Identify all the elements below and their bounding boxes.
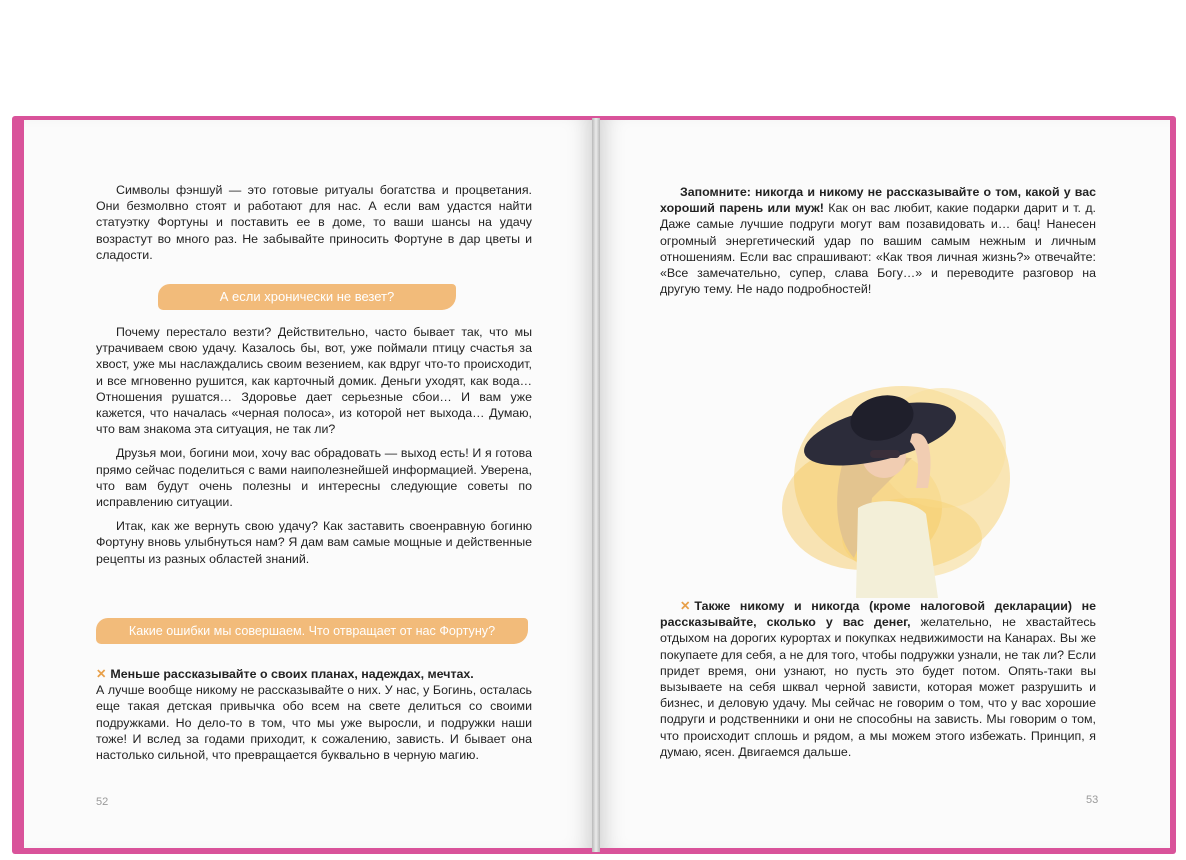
dress-icon bbox=[856, 501, 938, 598]
list-item-partner-text: Как он вас любит, какие подарки дарит и т. д. Даже самые лучшие подруги могут вам позавидовать и… бац! Нанесен огромный энергетический удар по вашим самым нежным и личным отношениям. Если вас спрашивают: «Как твоя личная жизнь?» отвечайте: «Все замечательно, супер, слава Богу…» и переводите разговор на другую тему. Не надо подробностей! bbox=[660, 201, 1096, 297]
list-item-money bbox=[660, 598, 1096, 760]
left-main-block bbox=[96, 324, 532, 575]
book-spine bbox=[592, 118, 600, 852]
list-item-money-text: желательно, не хвастайтесь отдыхом на дорогих курортах и покупках недвижимости на Канарах. Вы же покупаете для себя, а не для того, чтобы подружки узнали, не так ли? Если придет время, они узнают, но пусть это будет потом. Опять-таки вы вызываете на себя шквал черной зависти, которая может разрушить и бизнес, и деловую удачу. Мы сейчас не говорим о том, что у вас хорошие подруги и родственники и они не способны на зависть. Мы говорим о том, что происходит сплошь и рядом, а мы можем этого избежать. Принцип, я думаю, ясен. Двигаемся дальше. bbox=[660, 615, 1096, 759]
left-list-block bbox=[96, 666, 532, 771]
list-item-partner-bold: Запомните: никогда и никому не рассказывайте о том, какой у вас хороший парень или муж! bbox=[660, 185, 1096, 216]
page-number-left: 52 bbox=[96, 796, 109, 808]
paragraph-friends: Друзья мои, богини мои, хочу вас обрадовать — выход есть! И я готова прямо сейчас поделиться с вами наиполезнейшей информацией. Уверена, что вам будут очень полезны и интересны следующие советы по исправлению ситуации. bbox=[96, 446, 532, 510]
paragraph-why: Почему перестало везти? Действительно, часто бывает так, что мы утрачиваем свою удачу. Казалось бы, вот, уже поймали птицу счастья за хвост, уже мы наслаждались своим везением, как вдруг что-то происходит, и все мгновенно рушится, как карточный домик. Деньги уходят, как вода… Отношения рушатся… Здоровье дает серьезные сбои… И вам уже кажется, что началась «черная полоса», из которой нет выхода… Думаю, что вам знакома эта ситуация, не так ли? bbox=[96, 325, 532, 437]
list-item-partner bbox=[660, 184, 1096, 297]
intro-paragraph: Символы фэншуй — это готовые ритуалы богатства и процветания. Они безмолвно стоят и работают для нас. А если вам удастся найти статуэтку Фортуны и поставить ее в доме, то ваши шансы на удачу возрастут во много раз. Не забывайте приносить Фортуне в дар цветы и сладости. bbox=[96, 183, 532, 262]
right-page bbox=[600, 120, 1170, 848]
list-item-plans-bold: Меньше рассказывайте о своих планах, надеждах, мечтах. bbox=[110, 667, 474, 681]
left-page bbox=[24, 120, 592, 848]
heading-bad-luck: А если хронически не везет? bbox=[158, 284, 456, 310]
right-top-block bbox=[660, 184, 1096, 305]
paragraph-how: Итак, как же вернуть свою удачу? Как заставить своенравную богиню Фортуну вновь улыбнуться нам? Я дам вам самые мощные и действенные рецепты из разных областей знаний. bbox=[96, 519, 532, 566]
cross-marker-icon: ✕ bbox=[96, 667, 107, 681]
list-item-money-bold: Также никому и никогда (кроме налоговой декларации) не рассказывайте, сколько у вас денег, bbox=[660, 599, 1096, 630]
sunglasses-icon bbox=[870, 450, 900, 458]
cross-marker-icon: ✕ bbox=[680, 599, 691, 613]
left-intro-block bbox=[96, 182, 532, 271]
right-bottom-block bbox=[660, 598, 1096, 768]
woman-in-hat-illustration bbox=[762, 338, 1022, 598]
page-number-right: 53 bbox=[1086, 794, 1099, 806]
list-item-plans bbox=[96, 666, 532, 763]
heading-mistakes: Какие ошибки мы совершаем. Что отвращает от нас Фортуну? bbox=[96, 618, 528, 644]
list-item-plans-text: А лучше вообще никому не рассказывайте о них. У нас, у Богинь, осталась еще такая детская привычка обо всем на свете делиться со своими подружками. Но дело-то в том, что мы уже выросли, и подружки наши тоже! И вслед за годами приходит, к сожалению, зависть. И бывает она настолько сильной, что превращается буквально в черную магию. bbox=[96, 683, 532, 763]
